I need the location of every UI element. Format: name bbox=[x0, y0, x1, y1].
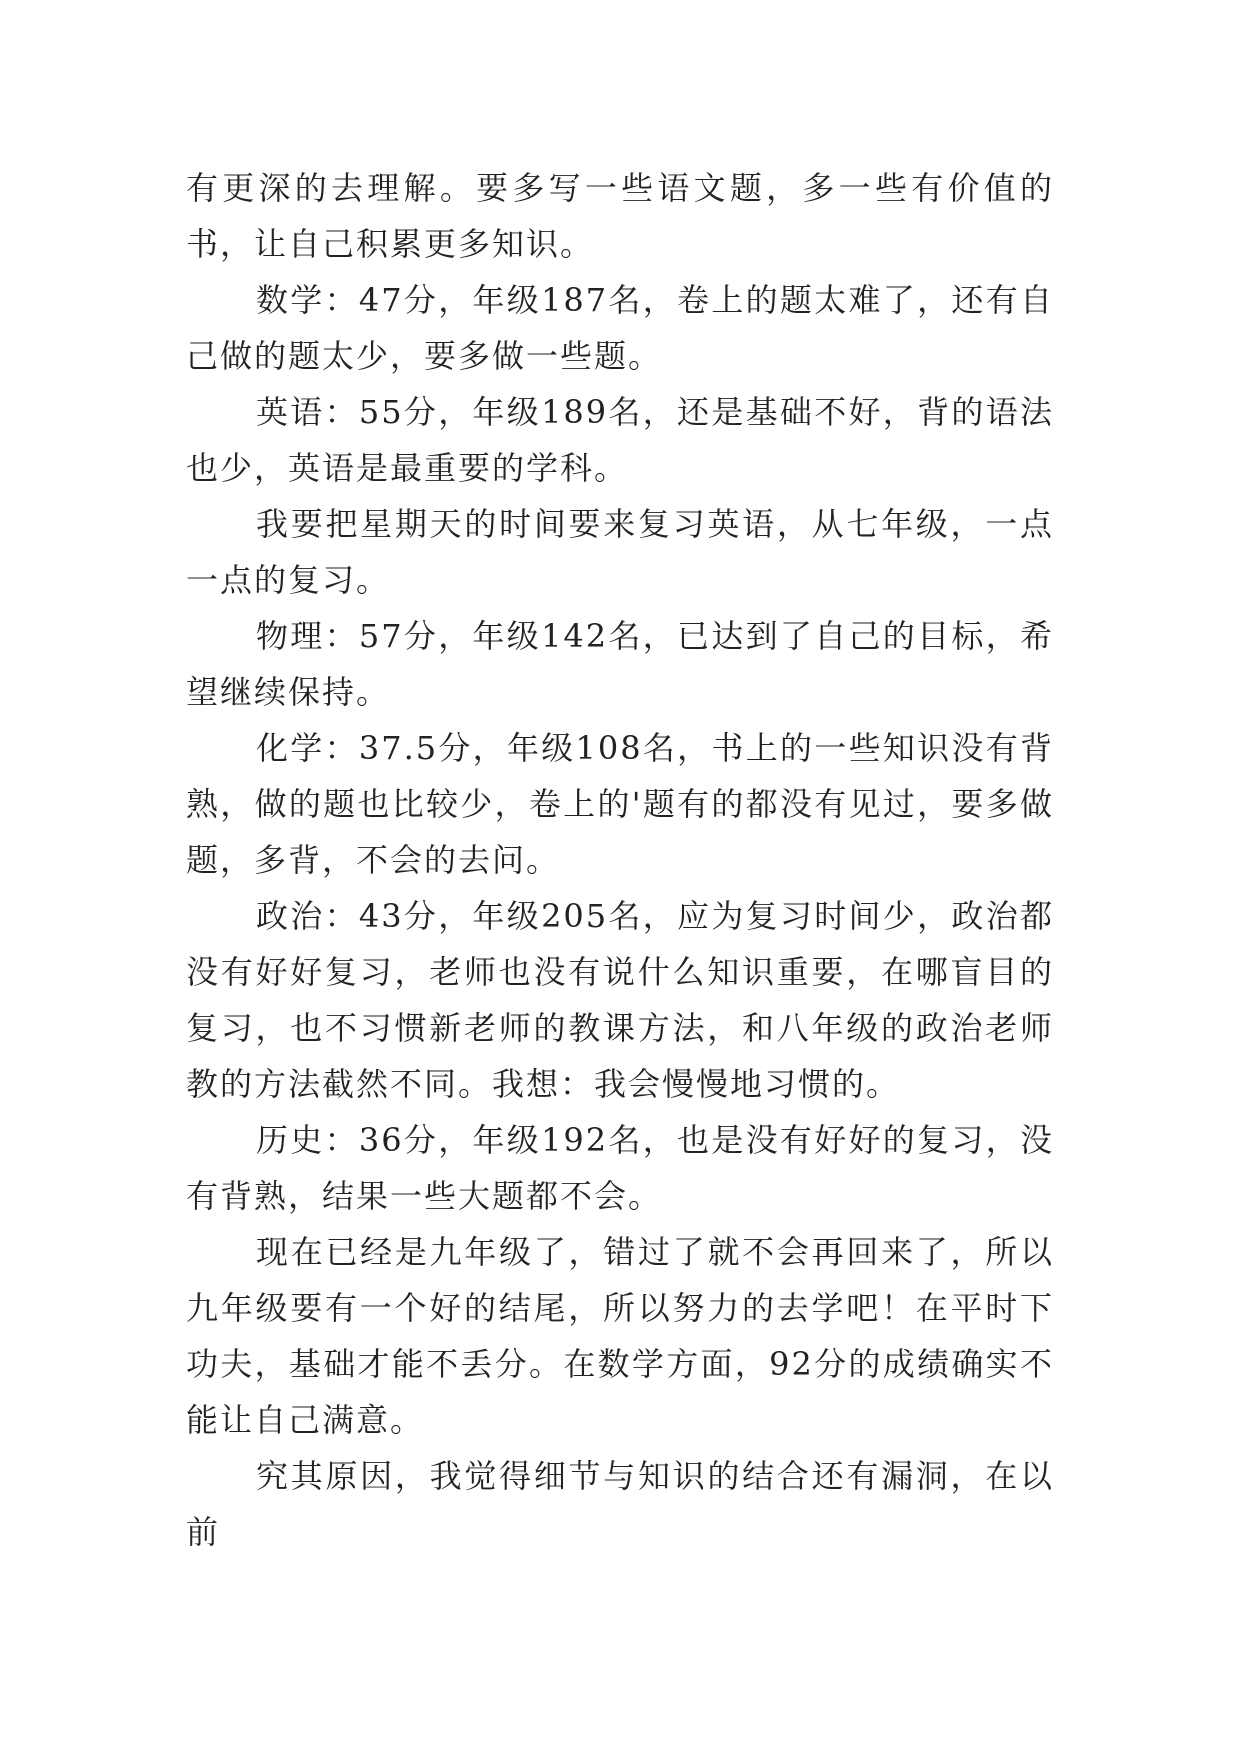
paragraph-english-plan: 我要把星期天的时间要来复习英语，从七年级，一点一点的复习。 bbox=[186, 505, 1054, 599]
paragraph-physics-score: 物理：57分，年级142名，已达到了自己的目标，希望继续保持。 bbox=[186, 617, 1054, 711]
paragraph-math-score: 数学：47分，年级187名，卷上的题太难了，还有自己做的题太少，要多做一些题。 bbox=[186, 281, 1054, 375]
document-body bbox=[186, 160, 1054, 1560]
paragraph-reason-analysis: 究其原因，我觉得细节与知识的结合还有漏洞，在以前 bbox=[186, 1457, 1054, 1551]
paragraph-continuation: 有更深的去理解。要多写一些语文题，多一些有价值的书，让自己积累更多知识。 bbox=[186, 169, 1054, 263]
paragraph-chemistry-score: 化学：37.5分，年级108名，书上的一些知识没有背熟，做的题也比较少，卷上的'题有的都没有见过，要多做题，多背，不会的去问。 bbox=[186, 729, 1054, 879]
paragraph-ninth-grade-resolve: 现在已经是九年级了，错过了就不会再回来了，所以九年级要有一个好的结尾，所以努力的去学吧！在平时下功夫，基础才能不丢分。在数学方面，92分的成绩确实不能让自己满意。 bbox=[186, 1233, 1054, 1439]
paragraph-history-score: 历史：36分，年级192名，也是没有好好的复习，没有背熟，结果一些大题都不会。 bbox=[186, 1121, 1054, 1215]
paragraph-politics-score: 政治：43分，年级205名，应为复习时间少，政治都没有好好复习，老师也没有说什么知识重要，在哪盲目的复习，也不习惯新老师的教课方法，和八年级的政治老师教的方法截然不同。我想：我会慢慢地习惯的。 bbox=[186, 897, 1054, 1103]
paragraph-english-score: 英语：55分，年级189名，还是基础不好，背的语法也少，英语是最重要的学科。 bbox=[186, 393, 1054, 487]
